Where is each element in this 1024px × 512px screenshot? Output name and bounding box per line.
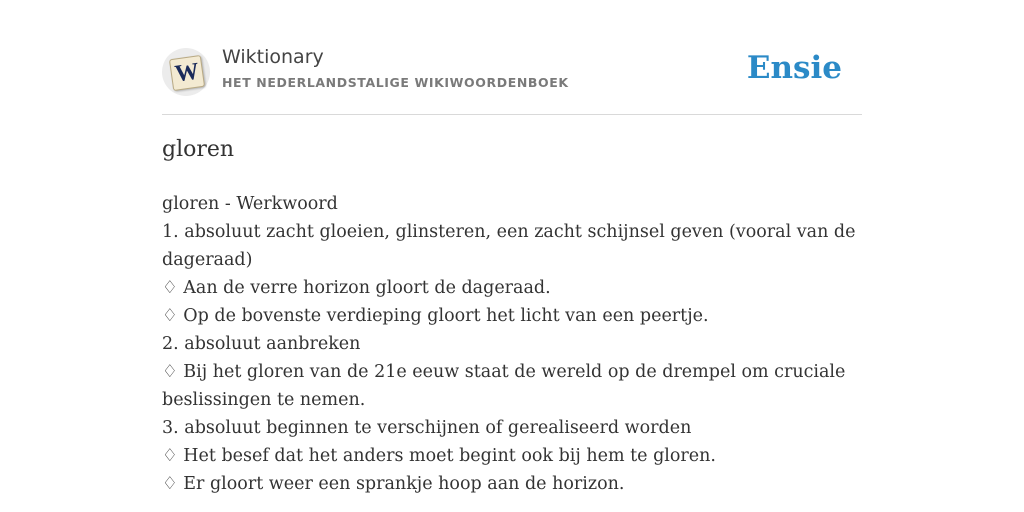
wiktionary-w-icon: W: [169, 55, 205, 91]
definition-line: ♢ Er gloort weer een sprankje hoop aan de horizon.: [162, 474, 625, 494]
header: [162, 44, 862, 115]
definition-line: gloren - Werkwoord: [162, 194, 338, 214]
definition-line: ♢ Bij het gloren van de 21e eeuw staat de wereld op de drempel om cruciale beslissingen te nemen.: [162, 362, 846, 410]
definition-line: 2. absoluut aanbreken: [162, 334, 361, 354]
definition-body: [162, 190, 862, 498]
definition-line: ♢ Op de bovenste verdieping gloort het licht van een peertje.: [162, 306, 709, 326]
brand-subtitle: HET NEDERLANDSTALIGE WIKIWOORDENBOEK: [222, 75, 569, 90]
brand-title[interactable]: Wiktionary: [222, 46, 324, 68]
definition-line: 3. absoluut beginnen te verschijnen of gerealiseerd worden: [162, 418, 692, 438]
definition-line: ♢ Aan de verre horizon gloort de dageraad.: [162, 278, 551, 298]
ensie-logo-link[interactable]: Ensie: [746, 50, 842, 86]
wiktionary-logo[interactable]: [162, 48, 210, 96]
definition-line: 1. absoluut zacht gloeien, glinsteren, een zacht schijnsel geven (vooral van de dageraad): [162, 222, 856, 270]
entry-title: gloren: [162, 137, 235, 162]
definition-line: ♢ Het besef dat het anders moet begint ook bij hem te gloren.: [162, 446, 716, 466]
